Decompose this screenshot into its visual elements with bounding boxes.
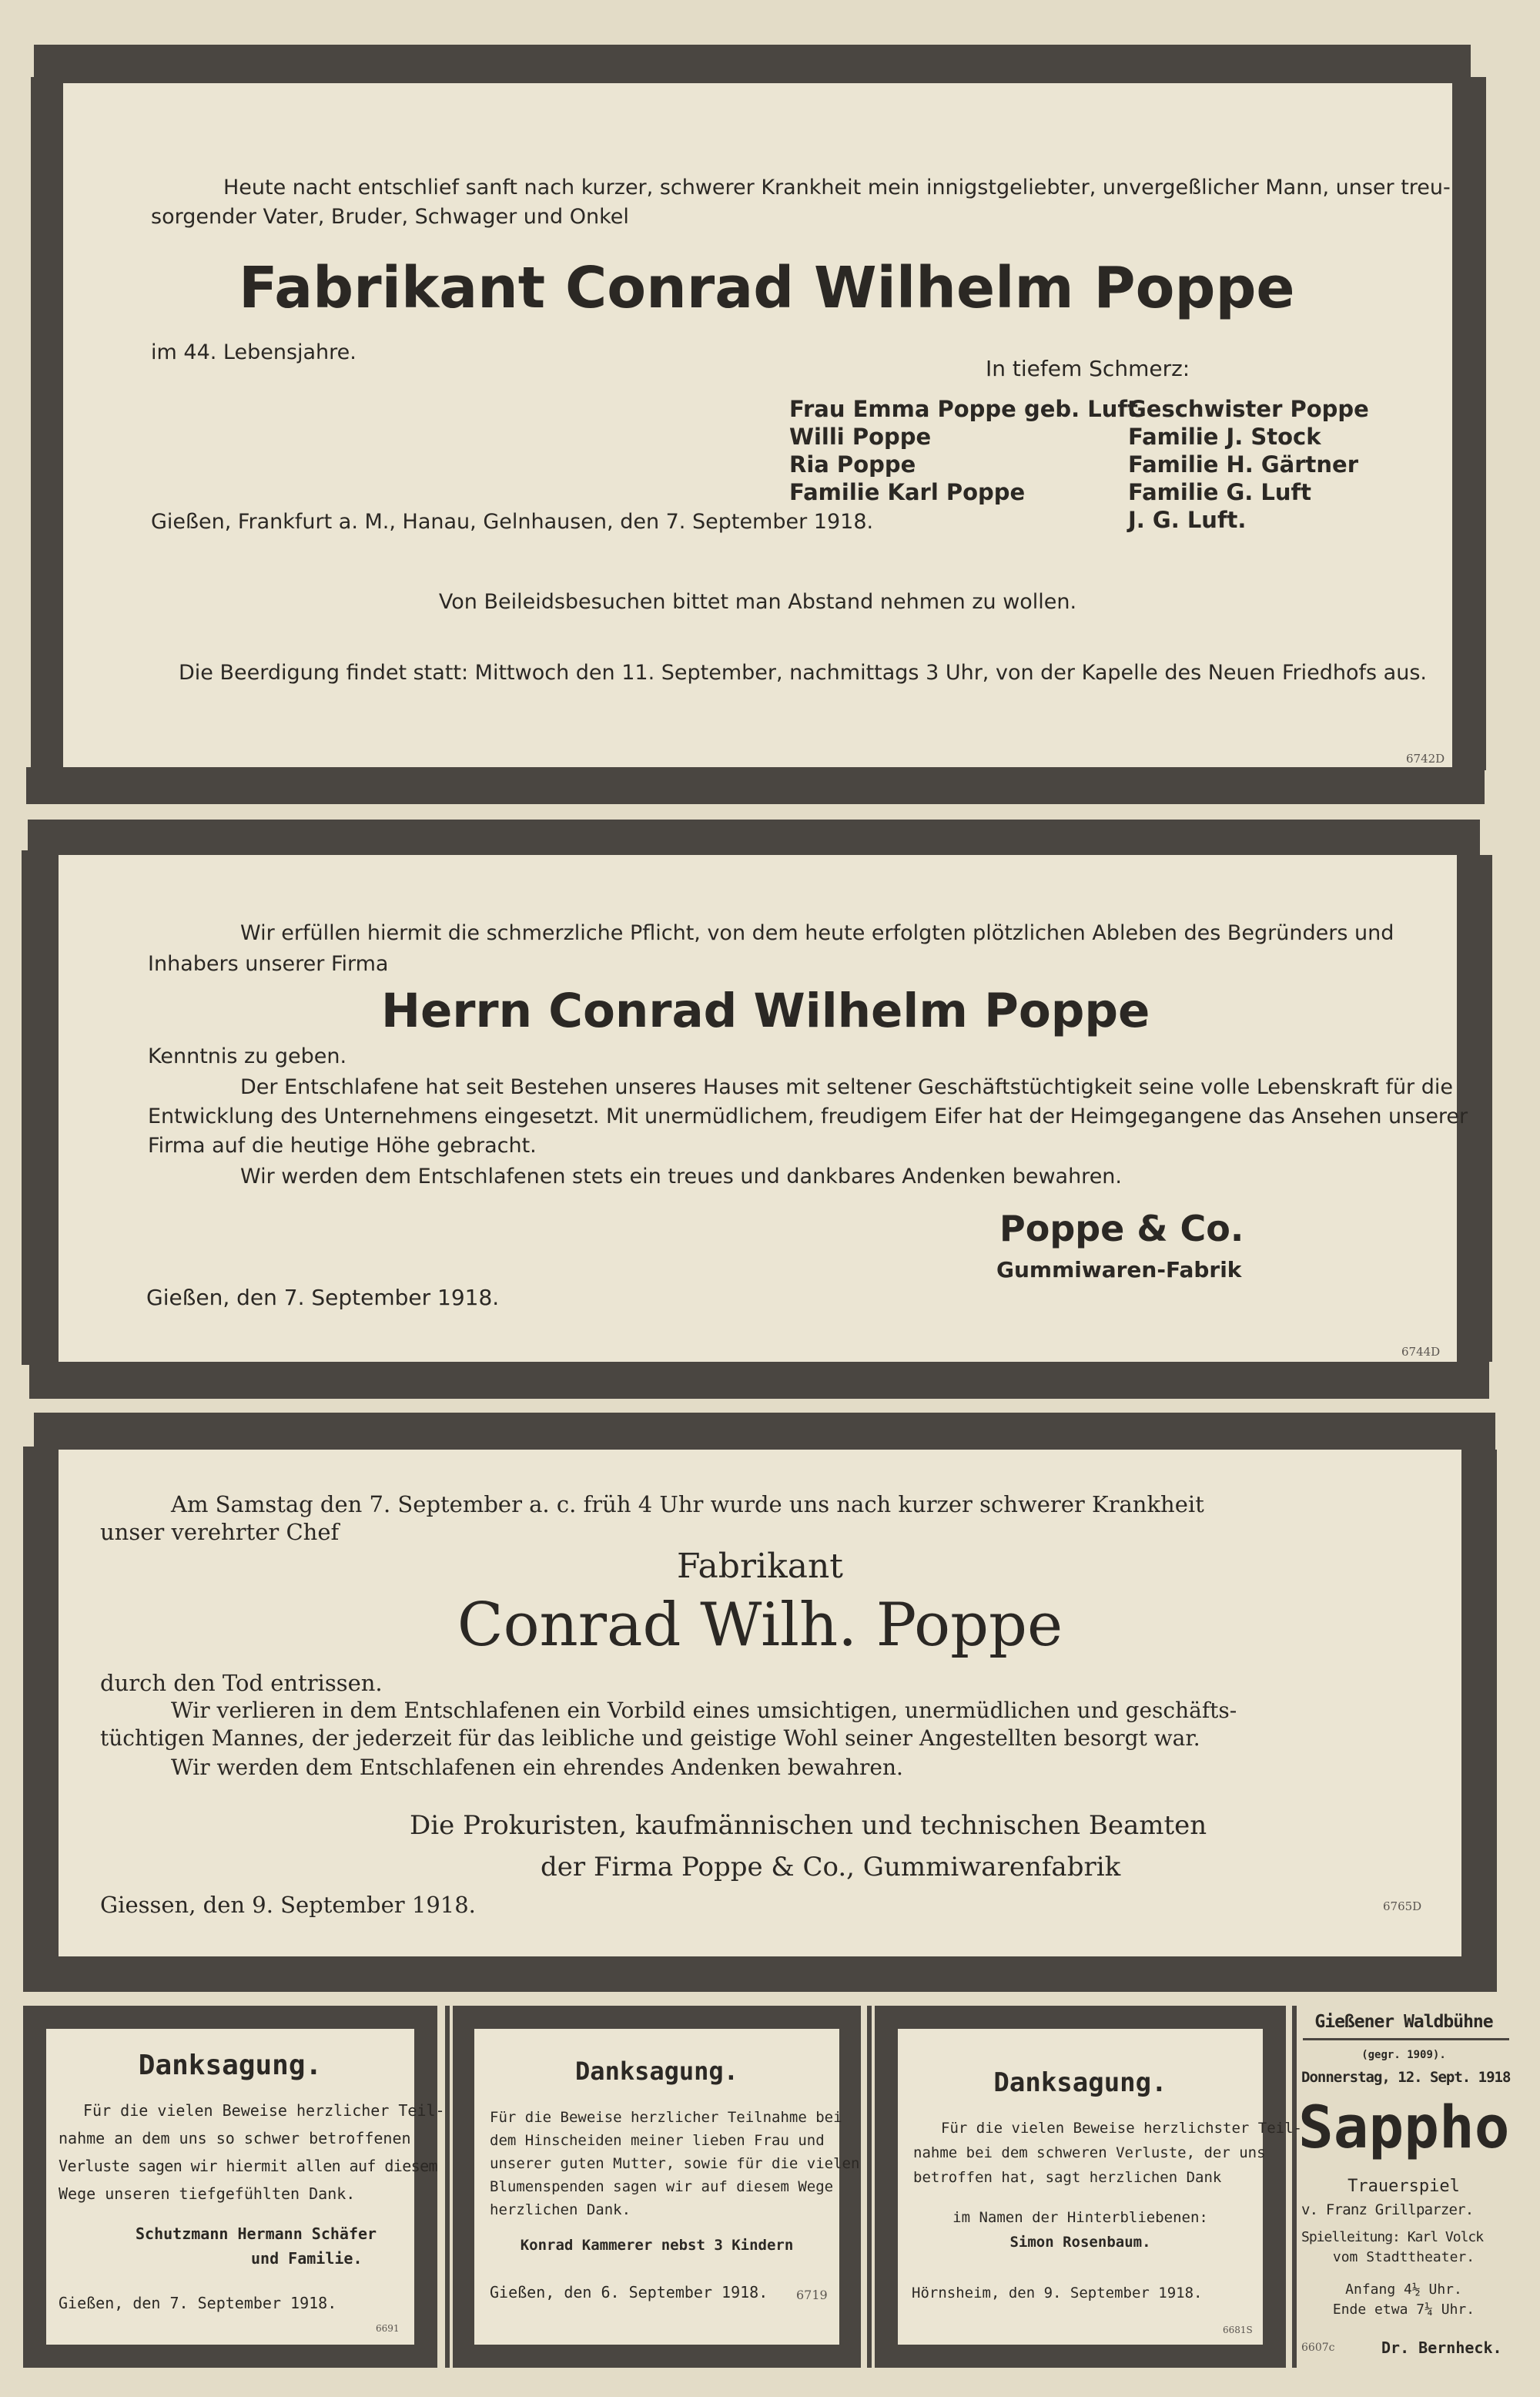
body-line-1: Wir verlieren in dem Entschlafenen ein Vorbild eines umsichtigen, unermüdlichen und geschäfts- <box>171 1698 1237 1723</box>
deceased-title: Fabrikant <box>677 1547 843 1586</box>
ad-code: 6681S <box>1223 2325 1253 2335</box>
signature-line-2: der Firma Poppe & Co., Gummiwarenfabrik <box>541 1852 1121 1882</box>
mourner-left: Willi Poppe <box>789 424 932 450</box>
column-divider <box>445 2006 450 2368</box>
text-line: Verluste sagen wir hiermit allen auf diesem <box>59 2157 437 2175</box>
tod-line: durch den Tod entrissen. <box>100 1670 383 1696</box>
genre: Trauerspiel <box>1348 2177 1460 2196</box>
signature-line-1: Die Prokuristen, kaufmännischen und technischen Beamten <box>410 1810 1207 1841</box>
ad-code: 6719 <box>796 2288 828 2302</box>
mourner-right: J. G. Luft. <box>1128 507 1247 533</box>
kenntnis-line: Kenntnis zu geben. <box>148 1044 347 1068</box>
title: Danksagung. <box>993 2067 1167 2098</box>
text-line: herzlichen Dank. <box>490 2201 631 2218</box>
intro-line-2: Inhabers unserer Firma <box>148 952 389 976</box>
place-date: Gießen, den 7. September 1918. <box>59 2294 337 2312</box>
direction-line-1: Spielleitung: Karl Volck <box>1301 2229 1484 2245</box>
end-time: Ende etwa 7¼ Uhr. <box>1332 2301 1475 2318</box>
border-bottom <box>26 767 1485 804</box>
border-right <box>414 2006 437 2368</box>
mourner-right: Familie H. Gärtner <box>1128 451 1359 478</box>
place-date: Hörnsheim, den 9. September 1918. <box>912 2285 1203 2301</box>
text-line: nahme bei dem schweren Verluste, der uns <box>913 2144 1266 2161</box>
text-line: Für die vielen Beweise herzlicher Teil- <box>83 2101 445 2120</box>
mourner-left: Frau Emma Poppe geb. Luft <box>789 396 1138 422</box>
text-line: betroffen hat, sagt herzlichen Dank <box>913 2169 1222 2186</box>
border-left <box>23 2006 46 2368</box>
signature-line-2: Simon Rosenbaum. <box>1009 2234 1151 2251</box>
date: Donnerstag, 12. Sept. 1918 <box>1301 2069 1511 2086</box>
condolence-line: Von Beileidsbesuchen bittet man Abstand nehmen zu wollen. <box>438 590 1077 614</box>
burial-line: Die Beerdigung findet statt: Mittwoch den 11. September, nachmittags 3 Uhr, von der Kapelle des Neuen Friedhofs aus. <box>179 661 1427 685</box>
text-line: dem Hinscheiden meiner lieben Frau und <box>490 2132 825 2149</box>
ad-code: 6744D <box>1401 1345 1441 1359</box>
theater-name: Gießener Waldbühne <box>1314 2012 1493 2032</box>
border-right <box>1461 1450 1497 1960</box>
deceased-name: Herrn Conrad Wilhelm Poppe <box>381 984 1150 1038</box>
ad-code: 6691 <box>376 2323 400 2334</box>
ad-code: 6607c <box>1301 2342 1335 2354</box>
ad-code: 6765D <box>1383 1899 1422 1913</box>
border-right <box>839 2006 861 2368</box>
founded: (gegr. 1909). <box>1361 2049 1446 2061</box>
border-top <box>28 820 1480 855</box>
title: Danksagung. <box>138 2050 323 2081</box>
place-date: Gießen, Frankfurt a. M., Hanau, Gelnhausen, den 7. September 1918. <box>151 510 874 534</box>
signature-line-1: Schutzmann Hermann Schäfer <box>136 2224 377 2243</box>
intro-line-2: sorgender Vater, Bruder, Schwager und Onkel <box>151 205 629 229</box>
border-left <box>22 850 59 1365</box>
mourner-right: Familie J. Stock <box>1128 424 1321 450</box>
text-line: unserer guten Mutter, sowie für die vielen <box>490 2155 860 2172</box>
body-line-2: tüchtigen Mannes, der jederzeit für das leibliche und geistige Wohl seiner Angestellten besorgt war. <box>100 1725 1200 1751</box>
border-top <box>34 1413 1495 1450</box>
age: im 44. Lebensjahre. <box>151 340 357 364</box>
column-divider <box>867 2006 872 2368</box>
rule <box>1303 2038 1509 2040</box>
signature-line-1: Konrad Kammerer nebst 3 Kindern <box>520 2237 794 2254</box>
mourner-right: Geschwister Poppe <box>1128 396 1369 422</box>
body-line-4: Wir werden dem Entschlafenen stets ein treues und dankbares Andenken bewahren. <box>240 1165 1122 1188</box>
border-bottom <box>29 1362 1489 1399</box>
signature-line-1: im Namen der Hinterbliebenen: <box>952 2209 1208 2226</box>
text-line: Blumenspenden sagen wir auf diesem Wege <box>490 2178 834 2195</box>
place-date: Gießen, den 6. September 1918. <box>490 2283 768 2301</box>
border-right <box>1263 2006 1286 2368</box>
ad-code: 6742D <box>1406 752 1445 766</box>
border-bottom <box>453 2345 861 2368</box>
text-line: Wege unseren tiefgefühlten Dank. <box>59 2184 356 2203</box>
author: v. Franz Grillparzer. <box>1301 2201 1474 2218</box>
intro-line-1: Heute nacht entschlief sanft nach kurzer, schwerer Krankheit mein innigstgeliebter, unvergeßlicher Mann, unser treu- <box>223 176 1451 199</box>
play-title: Sappho <box>1298 2093 1510 2161</box>
border-bottom <box>23 1956 1497 1992</box>
border-top <box>453 2006 861 2029</box>
border-bottom <box>875 2345 1286 2368</box>
border-bottom <box>23 2345 437 2368</box>
intro-line-1: Wir erfüllen hiermit die schmerzliche Pflicht, von dem heute erfolgten plötzlichen Ableben des Begründers und <box>240 921 1394 945</box>
body-line-1: Der Entschlafene hat seit Bestehen unseres Hauses mit seltener Geschäftstüchtigkeit seine volle Lebenskraft für die <box>240 1075 1453 1099</box>
mourner-left: Familie Karl Poppe <box>789 479 1026 505</box>
border-top <box>23 2006 437 2029</box>
firm-subtitle: Gummiwaren-Fabrik <box>996 1257 1242 1282</box>
grief-line: In tiefem Schmerz: <box>986 356 1190 381</box>
deceased-name: Fabrikant Conrad Wilhelm Poppe <box>239 255 1295 321</box>
border-left <box>31 77 63 786</box>
border-left <box>23 1447 59 1960</box>
border-left <box>453 2006 474 2368</box>
text-line: Für die Beweise herzlicher Teilnahme bei <box>490 2109 842 2126</box>
intro-line-1: Am Samstag den 7. September a. c. früh 4 Uhr wurde uns nach kurzer schwerer Krankheit <box>171 1491 1204 1517</box>
mourner-right: Familie G. Luft <box>1128 479 1312 505</box>
title: Danksagung. <box>575 2057 738 2086</box>
direction-line-2: vom Stadttheater. <box>1332 2249 1475 2265</box>
intro-line-2: unser verehrter Chef <box>100 1519 340 1545</box>
border-top <box>34 45 1471 83</box>
mourner-left: Ria Poppe <box>789 451 916 478</box>
body-line-2: Entwicklung des Unternehmens eingesetzt. Mit unermüdlichem, freudigem Eifer hat der Heimgegangene das Ansehen unserer <box>148 1105 1468 1128</box>
column-divider <box>1292 2006 1297 2368</box>
signature-line-2: und Familie. <box>251 2249 363 2268</box>
body-line-3: Wir werden dem Entschlafenen ein ehrendes Andenken bewahren. <box>171 1755 903 1780</box>
border-top <box>875 2006 1286 2029</box>
place-date: Gießen, den 7. September 1918. <box>146 1285 500 1310</box>
border-right <box>1452 77 1486 770</box>
text-line: Für die vielen Beweise herzlichster Teil- <box>941 2120 1302 2137</box>
body-line-3: Firma auf die heutige Höhe gebracht. <box>148 1134 537 1158</box>
place-date: Giessen, den 9. September 1918. <box>100 1892 476 1918</box>
start-time: Anfang 4½ Uhr. <box>1345 2281 1462 2298</box>
text-line: nahme an dem uns so schwer betroffenen <box>59 2129 411 2147</box>
firm-name: Poppe & Co. <box>999 1208 1244 1249</box>
deceased-name: Conrad Wilh. Poppe <box>457 1591 1063 1660</box>
manager: Dr. Bernheck. <box>1381 2338 1502 2357</box>
border-left <box>875 2006 898 2368</box>
